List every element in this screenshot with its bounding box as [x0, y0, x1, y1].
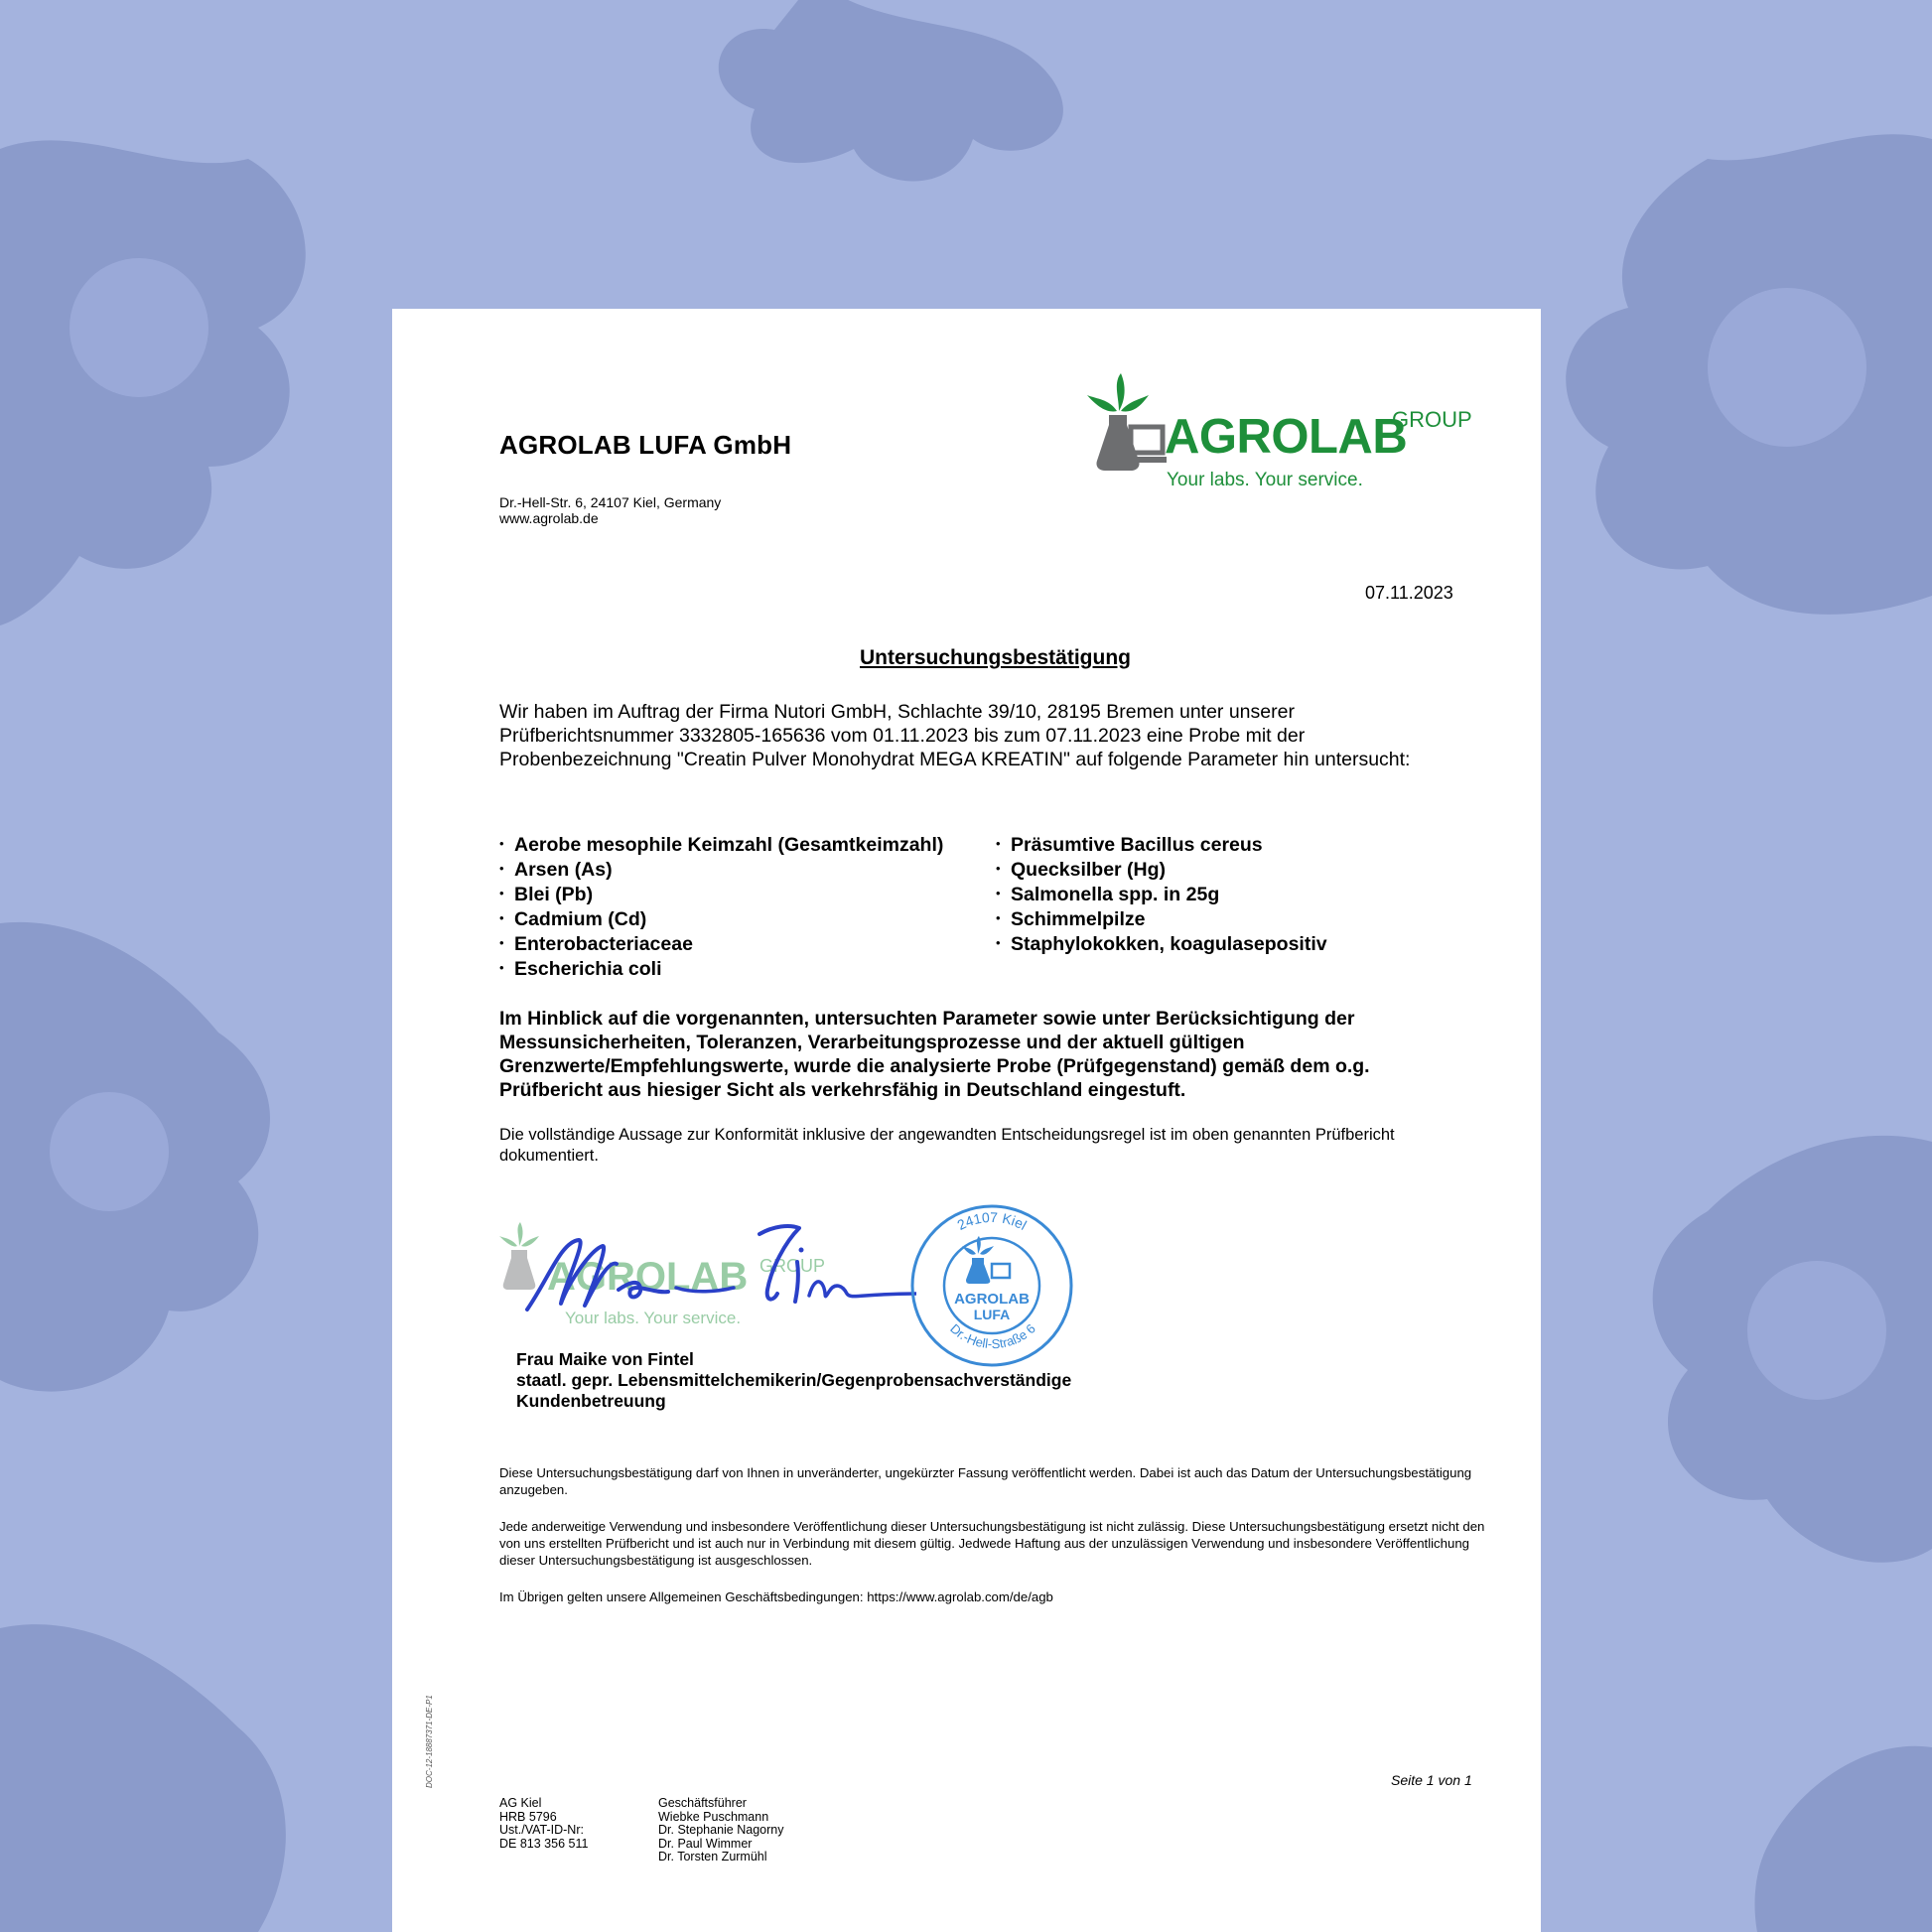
signature-area — [499, 1198, 916, 1347]
footer-registry — [499, 1797, 588, 1851]
parameter-item: • Blei (Pb) — [499, 882, 943, 906]
signer-block — [516, 1349, 1071, 1412]
footer-line: Dr. Stephanie Nagorny — [658, 1823, 784, 1837]
svg-text:AGROLAB: AGROLAB — [547, 1255, 749, 1299]
logo-group-label: GROUP — [1392, 407, 1472, 432]
stamp-top-text: 24107 Kiel — [954, 1208, 1030, 1234]
parameter-item: • Quecksilber (Hg) — [996, 857, 1327, 882]
parameter-item: • Arsen (As) — [499, 857, 943, 882]
parameter-item: • Staphylokokken, koagulasepositiv — [996, 931, 1327, 956]
agrolab-logo — [1087, 371, 1504, 490]
signer-name: Frau Maike von Fintel — [516, 1349, 694, 1369]
parameter-item: • Salmonella spp. in 25g — [996, 882, 1327, 906]
footer-line: Dr. Torsten Zurmühl — [658, 1850, 767, 1863]
parameter-list-right — [996, 832, 1327, 956]
conformity-note: Die vollständige Aussage zur Konformität inklusive der angewandten Entscheidungsregel ist im oben genannten Prüfbericht dokumentiert. — [499, 1126, 1395, 1165]
document-id: DOC-12-18887371-DE-P1 — [425, 1695, 434, 1788]
page-number: Seite 1 von 1 — [1391, 1772, 1472, 1788]
svg-text:24107 Kiel — [955, 1209, 1030, 1233]
legal-usage-note: Jede anderweitige Verwendung und insbesondere Veröffentlichung dieser Untersuchungsbestätigung ist nicht zulässig. Diese Untersuchungsbestätigung ersetzt nicht den von uns erstellten Prüfbericht und ist auch nur in Verbindung mit diesem gültig. Jedwede Haftung aus der unzulässigen Verwendung und insbesondere Veröffentlichung dieser Untersuchungsbestätigung ist ausgeschlossen. — [499, 1519, 1485, 1568]
company-name: AGROLAB LUFA GmbH — [499, 430, 792, 460]
website-line: www.agrolab.de — [499, 510, 599, 526]
svg-text:Dr.-Hell-Straße 6 — [947, 1320, 1038, 1351]
certificate-document — [392, 309, 1541, 1932]
footer-line: AG Kiel — [499, 1796, 542, 1810]
parameter-item: • Schimmelpilze — [996, 906, 1327, 931]
signer-department: Kundenbetreuung — [516, 1391, 666, 1411]
parameter-item: • Enterobacteriaceae — [499, 931, 943, 956]
stamp-line-lufa: LUFA — [973, 1307, 1011, 1322]
footer-line: Wiebke Puschmann — [658, 1809, 769, 1824]
lab-flask-plant-icon — [1087, 371, 1167, 471]
footer-line: HRB 5796 — [499, 1809, 557, 1824]
svg-text:Your labs. Your service.: Your labs. Your service. — [565, 1309, 742, 1327]
footer-line: Dr. Paul Wimmer — [658, 1836, 753, 1851]
parameter-list-left — [499, 832, 943, 981]
footer-line: DE 813 356 511 — [499, 1836, 589, 1851]
watermark-logo-with-signature — [499, 1198, 916, 1347]
official-stamp — [906, 1200, 1077, 1371]
parameter-item: • Präsumtive Bacillus cereus — [996, 832, 1327, 857]
svg-text:GROUP: GROUP — [759, 1256, 826, 1276]
footer-line: Ust./VAT-ID-Nr: — [499, 1823, 584, 1837]
document-date: 07.11.2023 — [1365, 583, 1453, 603]
legal-terms-note: Im Übrigen gelten unsere Allgemeinen Geschäftsbedingungen: https://www.agrolab.com/de/agb — [499, 1589, 1053, 1604]
stamp-bottom-text: Dr.-Hell-Straße 6 — [947, 1320, 1038, 1352]
intro-paragraph: Wir haben im Auftrag der Firma Nutori GmbH, Schlachte 39/10, 28195 Bremen unter unserer Prüfberichtsnummer 3332805-165636 vom 01.11.2023 bis zum 07.11.2023 eine Probe mit der Probenbezeichnung "Creatin Pulver Monohydrat MEGA KREATIN" auf folgende Parameter hin untersucht: — [499, 701, 1411, 770]
signer-role: staatl. gepr. Lebensmittelchemikerin/Gegenprobensachverständige — [516, 1370, 1072, 1390]
stamp-line-agrolab: AGROLAB — [954, 1291, 1030, 1308]
document-title: Untersuchungsbestätigung — [859, 646, 1131, 669]
parameter-item: • Cadmium (Cd) — [499, 906, 943, 931]
parameter-item: • Aerobe mesophile Keimzahl (Gesamtkeimzahl) — [499, 832, 943, 857]
footer-line: Geschäftsführer — [658, 1796, 747, 1810]
legal-publication-note: Diese Untersuchungsbestätigung darf von Ihnen in unveränderter, ungekürzter Fassung veröffentlicht werden. Dabei ist auch das Datum der Untersuchungsbestätigung anzugeben. — [499, 1465, 1472, 1497]
verdict-paragraph: Im Hinblick auf die vorgenannten, untersuchten Parameter sowie unter Berücksichtigung der Messunsicherheiten, Toleranzen, Verarbeitungsprozesse und der aktuell gültigen Grenzwerte/Empfehlungswerte, wurde die analysierte Probe (Prüfgegenstand) gemäß dem o.g. Prüfbericht aus hiesiger Sicht als verkehrsfähig in Deutschland eingestuft. — [499, 1008, 1370, 1101]
logo-wordmark: AGROLAB — [1165, 410, 1408, 464]
logo-tagline: Your labs. Your service. — [1167, 470, 1363, 490]
parameter-item: • Escherichia coli — [499, 956, 943, 981]
footer-management — [658, 1797, 783, 1864]
address-line: Dr.-Hell-Str. 6, 24107 Kiel, Germany — [499, 494, 722, 510]
company-address — [499, 494, 721, 526]
